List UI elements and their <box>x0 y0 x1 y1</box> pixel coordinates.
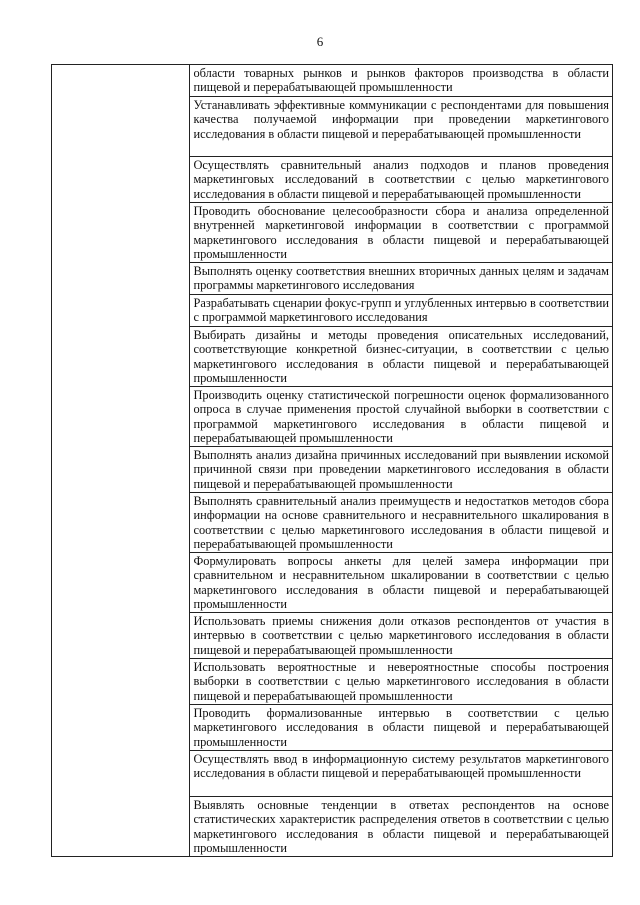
table-cell: Выявлять основные тенденции в ответах респондентов на основе статистических характеристик распределения ответов в соответствии с целью маркетингового исследования в области пищевой и перерабатывающей промышленности <box>190 797 613 857</box>
table-cell: Выполнять сравнительный анализ преимуществ и недостатков методов сбора информации на основе сравнительного и несравнительного шкалирования в соответствии с целью маркетингового исследования в области пищевой и перерабатывающей промышленности <box>190 493 613 553</box>
table-cell: Выполнять оценку соответствия внешних вторичных данных целям и задачам программы маркетингового исследования <box>190 263 613 295</box>
table-cell: Выбирать дизайны и методы проведения описательных исследований, соответствующие конкретной бизнес-ситуации, в соответствии с целью маркетингового исследования в области пищевой и перерабатывающей промышленности <box>190 327 613 387</box>
table-cell: Устанавливать эффективные коммуникации с респондентами для повышения качества получаемой информации при проведении маркетингового исследования в области пищевой и перерабатывающей промышленности <box>190 97 613 157</box>
table-cell: Формулировать вопросы анкеты для целей замера информации при сравнительном и несравнительном шкалировании в соответствии с целью маркетингового исследования в области пищевой и перерабатывающей промышленности <box>190 553 613 613</box>
table-cell: Производить оценку статистической погрешности оценок формализованного опроса в случае применения простой случайной выборки в соответствии с программой маркетингового исследования в области пищевой и перерабатывающей промышленности <box>190 387 613 447</box>
table-cell: Разрабатывать сценарии фокус-групп и углубленных интервью в соответствии с программой маркетингового исследования <box>190 295 613 327</box>
table-cell: Проводить формализованные интервью в соответствии с целью маркетингового исследования в области пищевой и перерабатывающей промышленности <box>190 705 613 751</box>
left-column-cell <box>52 65 190 857</box>
table-row <box>52 65 613 97</box>
table-cell: области товарных рынков и рынков факторов производства в области пищевой и перерабатывающей промышленности <box>190 65 613 97</box>
table-cell: Осуществлять сравнительный анализ подходов и планов проведения маркетинговых исследований в соответствии с целью маркетингового исследования в области пищевой и перерабатывающей промышленности <box>190 157 613 203</box>
table-cell: Выполнять анализ дизайна причинных исследований при выявлении искомой причинной связи при проведении маркетингового исследования в области пищевой и перерабатывающей промышленности <box>190 447 613 493</box>
table-cell: Использовать вероятностные и невероятностные способы построения выборки в соответствии с целью маркетингового исследования в области пищевой и перерабатывающей промышленности <box>190 659 613 705</box>
skills-table-body <box>52 65 613 857</box>
skills-table <box>51 64 613 857</box>
page-number: 6 <box>316 34 324 49</box>
table-cell: Использовать приемы снижения доли отказов респондентов от участия в интервью в соответствии с целью маркетингового исследования в области пищевой и перерабатывающей промышленности <box>190 613 613 659</box>
table-cell: Проводить обоснование целесообразности сбора и анализа определенной внутренней маркетинговой информации в соответствии с программой маркетингового исследования в области пищевой и перерабатывающей промышленности <box>190 203 613 263</box>
table-cell: Осуществлять ввод в информационную систему результатов маркетингового исследования в области пищевой и перерабатывающей промышленности <box>190 751 613 797</box>
